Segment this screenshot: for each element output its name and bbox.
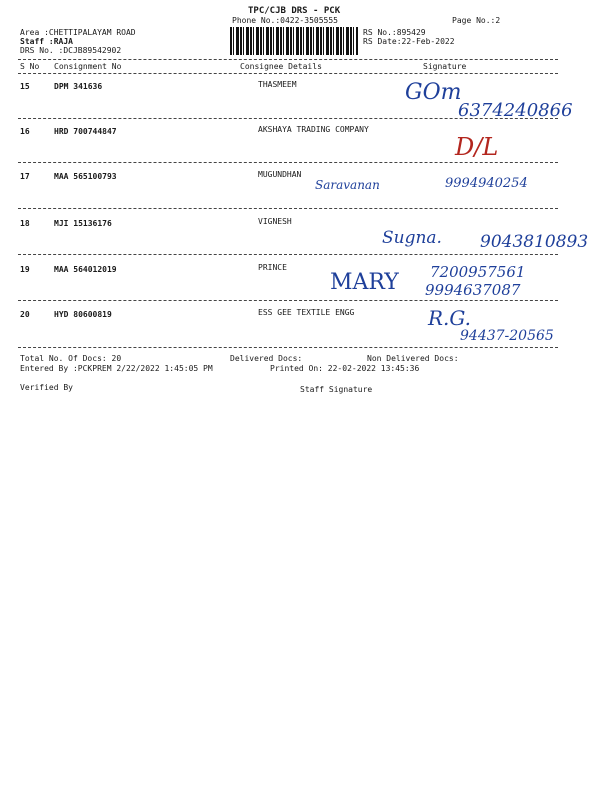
handwritten-phone: 9043810893 [480,232,589,252]
phone-number: Phone No.:0422-3505555 [232,16,338,25]
row-consignee: VIGNESH [258,217,292,226]
row-consignment: MJI 15136176 [54,219,112,228]
col-consignment-header: Consignment No [54,62,122,71]
row-consignment: HRD 700744847 [54,127,117,136]
handwritten-phone: 9994940254 [445,176,528,191]
row-consignee: THASMEEM [258,80,297,89]
row-sno: 15 [20,82,30,91]
divider [18,162,558,163]
divider [18,208,558,209]
barcode-image [230,27,358,55]
non-delivered-docs: Non Delivered Docs: [367,354,459,363]
row-sno: 20 [20,310,30,319]
col-consignee-header: Consignee Details [240,62,322,71]
handwritten-phone: 7200957561 [430,263,526,281]
handwritten-phone: 6374240866 [458,100,573,121]
drs-number: DRS No. :DCJB89542902 [20,46,122,55]
divider [18,254,558,255]
row-consignment: MAA 565100793 [54,172,117,181]
page-number: Page No.:2 [452,16,501,25]
handwritten-phone: 94437-20565 [460,328,554,344]
row-consignee: PRINCE [258,263,287,272]
row-sno: 18 [20,219,30,228]
total-docs: Total No. Of Docs: 20 [20,354,122,363]
col-signature-header: Signature [423,62,467,71]
divider [18,73,558,74]
document-title: TPC/CJB DRS - PCK [248,6,341,16]
handwritten-phone: 9994637087 [425,281,521,299]
row-sno: 19 [20,265,30,274]
row-sno: 16 [20,127,30,136]
row-consignment: HYD 80600819 [54,310,112,319]
area-label: Area :CHETTIPALAYAM ROAD [20,28,136,37]
row-consignee: AKSHAYA TRADING COMPANY [258,125,369,134]
handwritten-mark: D/L [455,133,499,161]
staff-signature-label: Staff Signature [300,385,373,394]
row-consignee: ESS GEE TEXTILE ENGG [258,308,355,317]
handwritten-signature: MARY [330,270,399,295]
delivered-docs: Delivered Docs: [230,354,303,363]
divider [18,347,558,348]
staff-label: Staff :RAJA [20,37,73,46]
printed-on: Printed On: 22-02-2022 13:45:36 [270,364,420,373]
col-sno-header: S No [20,62,40,71]
handwritten-signature: R.G. [428,306,472,330]
handwritten-signature: GOm [405,80,462,105]
rs-date: RS Date:22-Feb-2022 [363,37,455,46]
row-consignee: MUGUNDHAN [258,170,302,179]
divider [18,59,558,60]
divider [18,300,558,301]
handwritten-signature: Sugna. [382,228,442,248]
handwritten-signature: Saravanan [315,178,380,192]
row-sno: 17 [20,172,30,181]
divider [18,118,558,119]
rs-number: RS No.:895429 [363,28,426,37]
verified-by-label: Verified By [20,383,73,392]
entered-by: Entered By :PCKPREM 2/22/2022 1:45:05 PM [20,364,213,373]
row-consignment: DPM 341636 [54,82,103,91]
row-consignment: MAA 564012019 [54,265,117,274]
